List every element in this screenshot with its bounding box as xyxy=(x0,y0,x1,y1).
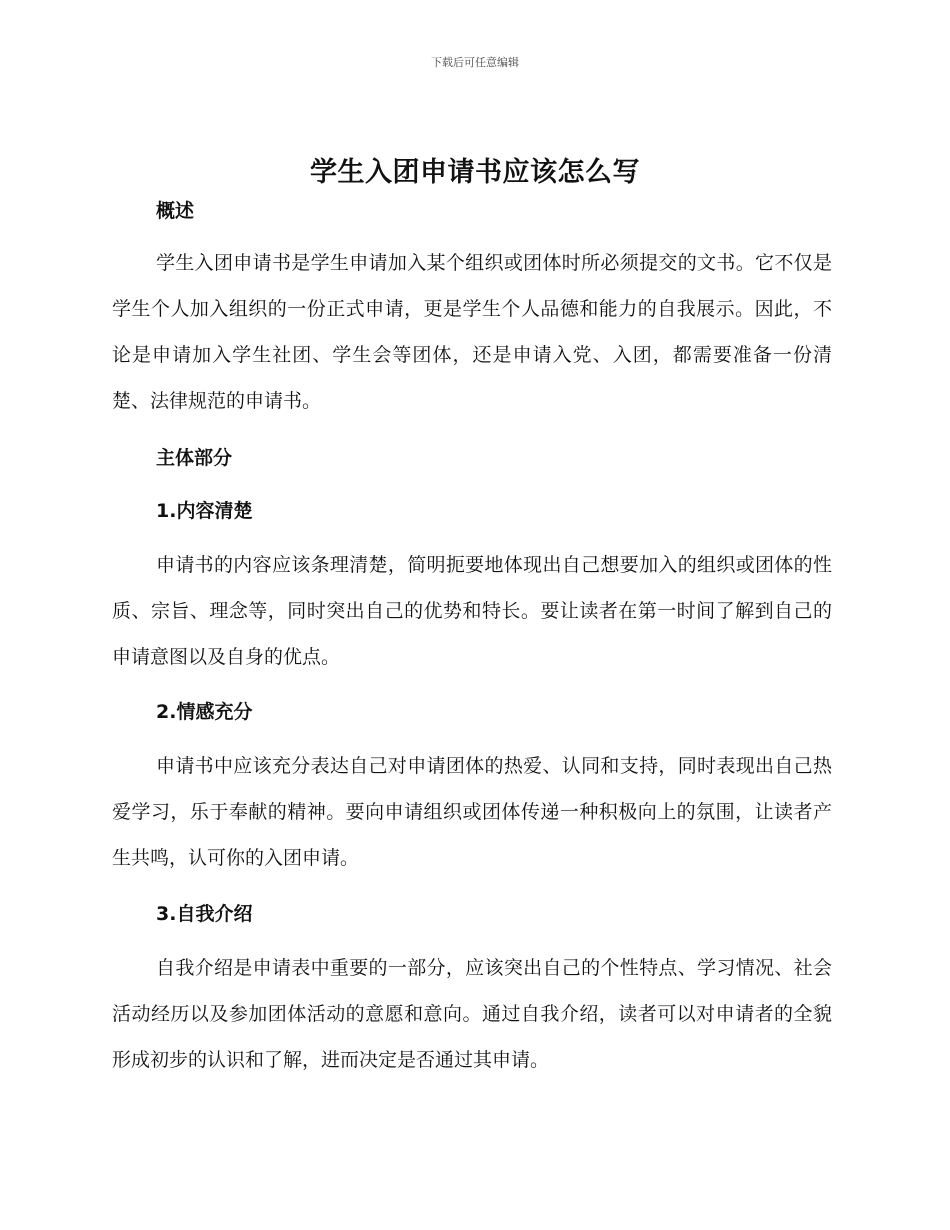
paragraph-point-3: 自我介绍是申请表中重要的一部分，应该突出自己的个性特点、学习情况、社会活动经历以及参加团体活动的意愿和意向。通过自我介绍，读者可以对申请者的全貌形成初步的认识和了解，进而决定是否通过其申请。 xyxy=(112,957,832,1071)
section-heading-point-1: 1.内容清楚 xyxy=(156,500,253,522)
paragraph-overview: 学生入团申请书是学生申请加入某个组织或团体时所必须提交的文书。它不仅是学生个人加入组织的一份正式申请，更是学生个人品德和能力的自我展示。因此，不论是申请加入学生社团、学生会等团体，还是申请入党、入团，都需要准备一份清楚、法律规范的申请书。 xyxy=(112,252,832,412)
section-heading-overview: 概述 xyxy=(156,200,195,222)
document-body xyxy=(112,195,832,1083)
document-title: 学生入团申请书应该怎么写 xyxy=(310,157,640,188)
section-heading-main: 主体部分 xyxy=(156,447,233,469)
paragraph-point-2: 申请书中应该充分表达自己对申请团体的热爱、认同和支持，同时表现出自己热爱学习，乐于奉献的精神。要向申请组织或团体传递一种积极向上的氛围，让读者产生共鸣，认可你的入团申请。 xyxy=(112,755,832,869)
page-header-note: 下载后可任意编辑 xyxy=(431,56,519,69)
section-heading-point-2: 2.情感充分 xyxy=(156,701,253,723)
paragraph-point-1: 申请书的内容应该条理清楚，简明扼要地体现出自己想要加入的组织或团体的性质、宗旨、理念等，同时突出自己的优势和特长。要让读者在第一时间了解到自己的申请意图以及自身的优点。 xyxy=(112,554,832,668)
section-heading-point-3: 3.自我介绍 xyxy=(156,903,253,925)
